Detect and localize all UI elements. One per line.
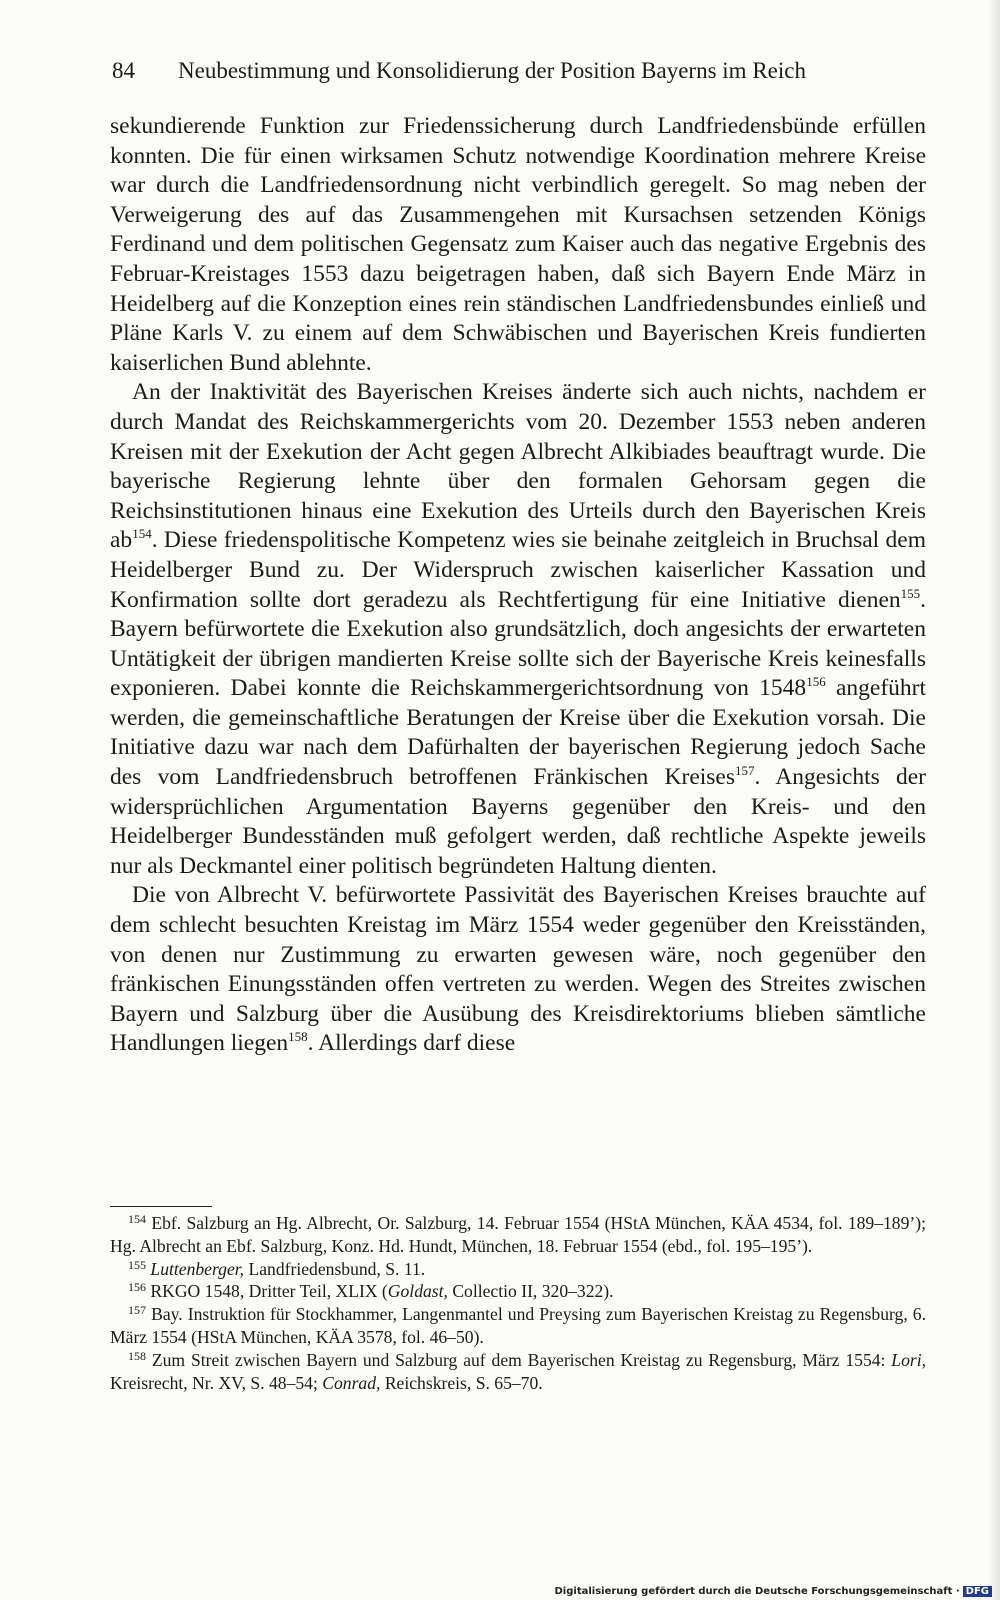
footnote-separator (110, 1206, 212, 1207)
paragraph-2: An der Inaktivität des Bayerischen Kreises änderte sich auch nichts, nachdem er durch Mandat des Reichskammergerichts vom 20. Dezember 1553 neben anderen Kreisen mit der Exekution der Acht gegen Albrecht Alkibiades beauftragt wurde. Die bayerische Regierung lehnte über den formalen Gehorsam gegen die Reichsinstitutionen hinaus eine Exekution des Urteils durch den Bayerischen Kreis $ab^{154}$. Diese friedenspolitische Kompetenz wies sie beinahe zeitgleich in Bruchsal dem Heidelberger Bund zu. Der Widerspruch zwischen kaiserlicher Kassation und Konfirmation sollte dort geradezu als Rechtfertigung für eine Initiative dienen$^{155}$. Bayern befürwortete die Exekution also grundsätzlich, doch angesichts der erwarteten Untätigkeit der übrigen mandierten Kreise sollte sich der Bayerische Kreis keinesfalls exponieren. Dabei konnte die Reichskammergerichtsordnung von 1548$^{156}$ angeführt werden, die gemeinschaftliche Beratungen der Kreise über die Exekution vorsah. Die Initiative dazu war nach dem Dafürhalten der bayerischen Regierung jedoch Sache des vom Landfriedensbruch betroffenen Fränkischen Kreises$^{157}$. Angesichts der widersprüchlichen Argumentation Bayerns gegenüber den Kreis- und den Heidelberger Bundesständen muß gefolgert werden, daß rechtliche Aspekte jeweils nur als Deckmantel einer politisch begründeten Haltung dienten. (110, 379, 927, 879)
footnotes (110, 1212, 926, 1394)
footnote-ref[interactable]: 154 (132, 526, 152, 542)
running-header (112, 56, 860, 86)
footnote-ref[interactable]: 156 (806, 674, 826, 690)
footnote-ref[interactable]: 158 (288, 1029, 308, 1045)
paragraph-1: sekundierende Funktion zur Friedenssicherung durch Landfriedensbünde erfüllen konnten. Die für einen wirksamen Schutz notwendige Koordination mehrere Kreise war durch die Landfriedensordnung nicht verbindlich geregelt. So mag neben der Verweigerung des auf das Zusammengehen mit Kursachsen setzenden Königs Ferdinand und dem politischen Gegensatz zum Kaiser auch das negative Ergebnis des Februar-Kreistages 1553 dazu beigetragen haben, daß sich Bayern Ende März in Heidelberg auf die Konzeption eines rein ständischen Landfriedensbundes einließ und Pläne Karls V. zu einem auf dem Schwäbischen und Bayerischen Kreis fundierten kaiserlichen Bund ablehnte. (110, 113, 926, 376)
running-title: Neubestimmung und Konsolidierung der Position Bayerns im Reich (178, 58, 806, 83)
footnote-156: $^{156}$ RKGO 1548, Dritter Teil, XLIX (Goldast, Collectio II, 320–322). (128, 1280, 614, 1302)
footnote-155: $^{155}$ Luttenberger, Landfriedensbund, S. 11. (128, 1257, 426, 1279)
dfg-logo: DFG (963, 1586, 992, 1597)
footnote-154: $^{154}$ Ebf. Salzburg an Hg. Albrecht, Or. Salzburg, 14. Februar 1554 (HStA München, KÄA 4534, fol. 189–189’); Hg. Albrecht an Ebf. Salzburg, Konz. Hd. Hundt, München, 18. Februar 1554 (ebd., fol. 195–195’). (110, 1212, 927, 1256)
page-number: 84 (112, 58, 135, 83)
footnote-158: $^{158}$ Zum Streit zwischen Bayern und Salzburg auf dem Bayerischen Kreistag zu Regensburg, März 1554: Lori, Kreisrecht, Nr. XV, S. 48–54; Conrad, Reichskreis, S. 65–70. (110, 1348, 926, 1393)
footnote-157: $^{157}$ Bay. Instruktion für Stockhammer, Langenmantel und Preysing zum Bayerischen Kreistag zu Regensburg, 6. März 1554 (HStA München, KÄA 3578, fol. 46–50). (110, 1303, 926, 1347)
digitization-credit: Digitalisierung gefördert durch die Deutsche Forschungsgemeinschaft · DFG (555, 1586, 993, 1597)
paragraph-3: Die von Albrecht V. befürwortete Passivität des Bayerischen Kreises brauchte auf dem schlecht besuchten Kreistag im März 1554 weder gegenüber den Kreisständen, von denen nur Zustimmung zu erwarten gewesen wäre, noch gegenüber den fränkischen Einungsständen offen vertreten zu werden. Wegen des Streites zwischen Bayern und Salzburg über die Ausübung des Kreisdirektoriums blieben sämtliche Handlungen liegen$^{158}$. Allerdings darf diese (110, 882, 926, 1057)
footnote-ref[interactable]: 155 (900, 585, 921, 601)
footnote-ref[interactable]: 157 (735, 763, 755, 779)
page-edge-shadow (988, 0, 1000, 1600)
main-text (110, 112, 926, 1059)
